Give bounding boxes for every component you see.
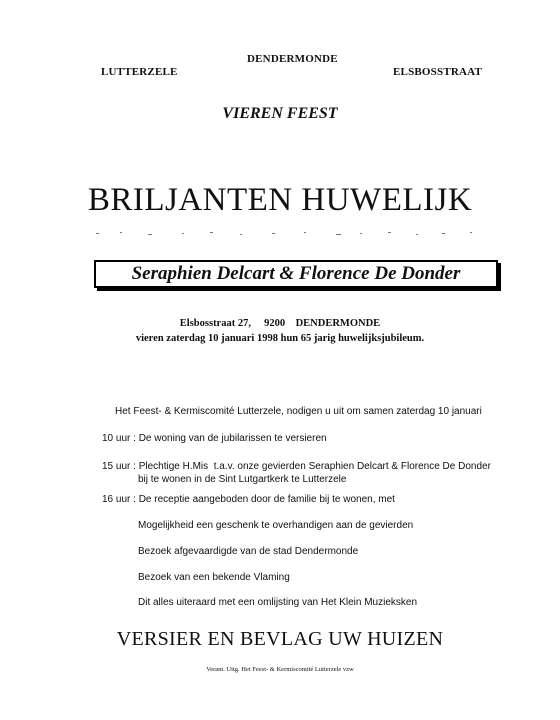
program-item: 15 uur : Plechtige H.Mis t.a.v. onze gevierden Seraphien Delcart & Florence De Donder	[102, 461, 491, 472]
header-center: DENDERMONDE	[247, 53, 338, 65]
program-subitem: Mogelijkheid een geschenk te overhandigen aan de gevierden	[138, 520, 414, 531]
program-subitem: Bezoek van een bekende Vlaming	[138, 572, 290, 583]
header-left: LUTTERZELE	[101, 66, 178, 78]
footer-credit: Verant. Uitg. Het Feest- & Kermiscomité Lutterzele vzw	[206, 666, 354, 673]
couple-name-box: Seraphien Delcart & Florence De Donder	[94, 260, 498, 288]
program-item: 10 uur : De woning van de jubilarissen te versieren	[102, 433, 327, 444]
program-subitem: Bezoek afgevaardigde van de stad Dendermonde	[138, 546, 359, 557]
footer-banner: VERSIER EN BEVLAG UW HUIZEN	[116, 628, 444, 650]
page-title: BRILJANTEN HUWELIJK	[87, 182, 473, 218]
celebration-line: vieren zaterdag 10 januari 1998 hun 65 jarig huwelijksjubileum.	[135, 333, 425, 344]
address-line: Elsbosstraat 27, 9200 DENDERMONDE	[179, 318, 381, 329]
program-item-continuation: bij te wonen in de Sint Lutgartkerk te Lutterzele	[138, 474, 347, 485]
program-subitem: Dit alles uiteraard met een omlijsting van Het Klein Muzieksken	[138, 597, 418, 608]
header-right: ELSBOSSTRAAT	[393, 66, 483, 78]
program-item: 16 uur : De receptie aangeboden door de familie bij te wonen, met	[102, 494, 395, 505]
scan-noise	[90, 228, 490, 238]
subtitle: VIEREN FEEST	[222, 105, 338, 122]
program-intro: Het Feest- & Kermiscomité Lutterzele, nodigen u uit om samen zaterdag 10 januari	[115, 406, 482, 417]
